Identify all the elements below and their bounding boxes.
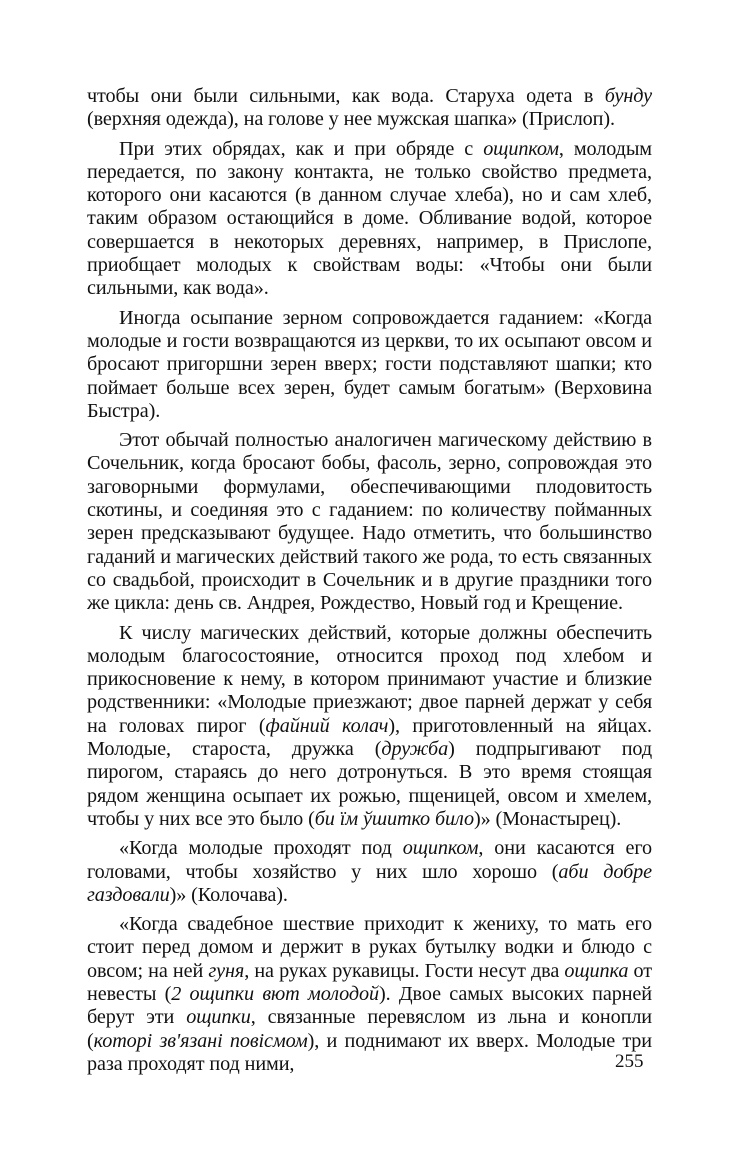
paragraph-5 <box>87 622 652 832</box>
italic-term: 2 ощипки вют молодой <box>171 982 379 1005</box>
italic-term: аби добре газдовали <box>87 860 652 906</box>
text-run: ) подпрыгивают под пирогом, стараясь до него дотронуться. В это время стоящая рядом женщина осыпает их рожью, пщеницей, овсом и хмелем, чтобы у них все это было ( <box>87 738 652 830</box>
page-number: 255 <box>615 1051 644 1072</box>
text-run: , молодым передается, по закону контакта, не только свойство предмета, которого они касаются (в данном случае хлеба), но и сам хлеб, таким образом остающийся в доме. Обливание водой, которое совершается в некоторых деревнях, например, в Прислопе, приобщает молодых к свойствам воды: «Чтобы они были сильными, как вода». <box>87 137 652 300</box>
text-run: ), и поднимают их вверх. Молодые три раза проходят под ними, <box>87 1029 652 1075</box>
text-run: , они касаются его головами, чтобы хозяйство у них шло хорошо ( <box>87 837 652 883</box>
text-run: Иногда осыпание зерном сопровождается гаданием: «Когда молодые и гости возвращаются из церкви, то их осыпают овсом и бросают пригоршни зерен вверх; гости подставляют шапки; кто поймает больше всех зерен, будет самым богатым» (Верховина Быстра). <box>87 306 652 422</box>
paragraph-1 <box>87 85 652 132</box>
italic-term: ощипком <box>402 837 479 860</box>
italic-term: ощипком <box>483 137 559 160</box>
italic-term: ощипка <box>564 959 629 982</box>
text-run: от невесты ( <box>87 959 652 1005</box>
text-run: , на руках рукавицы. Гости несут два <box>244 959 565 982</box>
text-run: При этих обрядах, как и при обряде с <box>119 137 484 160</box>
italic-term: би їм ўшитко било <box>314 807 474 830</box>
italic-term: ощипки <box>186 1006 251 1029</box>
text-run: (верхняя одежда), на голове у нее мужская шапка» (Прислоп). <box>87 108 615 131</box>
text-run: К числу магических действий, которые должны обеспечить молодым благосостояние, относится проход под хлебом и прикосновение к нему, в котором принимают участие и близкие родственники: «Молодые приезжают; двое парней держат у себя на головах пирог ( <box>87 621 652 737</box>
italic-term: бунду <box>604 85 652 107</box>
text-run: «Когда свадебное шествие приходит к жениху, то мать его стоит перед домом и держит в руках бутылку водки и блюдо с овсом; на ней <box>87 913 652 982</box>
paragraph-6 <box>87 837 652 907</box>
text-run: чтобы они были сильными, как вода. Старуха одета в <box>87 85 605 107</box>
page-body <box>87 85 652 1082</box>
text-run: , связанные перевяслом из льна и конопли ( <box>87 1006 652 1052</box>
paragraph-2 <box>87 138 652 301</box>
italic-term: дружба <box>381 738 449 761</box>
text-run: ). Двое самых высоких парней берут эти <box>87 982 652 1029</box>
italic-term: гуня <box>208 959 245 982</box>
text-run: )» (Монастырец). <box>473 807 622 830</box>
italic-term: которі зв'язані повісмом <box>93 1029 308 1052</box>
text-run: )» (Колочава). <box>169 883 288 906</box>
text-run: Этот обычай полностью аналогичен магическому действию в Сочельник, когда бросают бобы, фасоль, зерно, сопровождая это заговорными формулами, обеспечивающими плодовитость скотины, и соединяя это с гаданием: по количеству пойманных зерен предсказывают будущее. Надо отметить, что большинство гаданий и магических действий такого же рода, то есть связанных со свадьбой, происходит в Сочельник и в другие праздники того же цикла: день св. Андрея, Рождество, Новый год и Крещение. <box>87 429 652 615</box>
paragraph-3 <box>87 307 652 423</box>
paragraph-7 <box>87 913 652 1076</box>
italic-term: файний колач <box>265 714 389 737</box>
text-run: ), приготовленный на яйцах. Молодые, староста, дружка ( <box>87 714 653 761</box>
paragraph-4 <box>87 429 652 615</box>
text-run: «Когда молодые проходят под <box>119 837 403 860</box>
